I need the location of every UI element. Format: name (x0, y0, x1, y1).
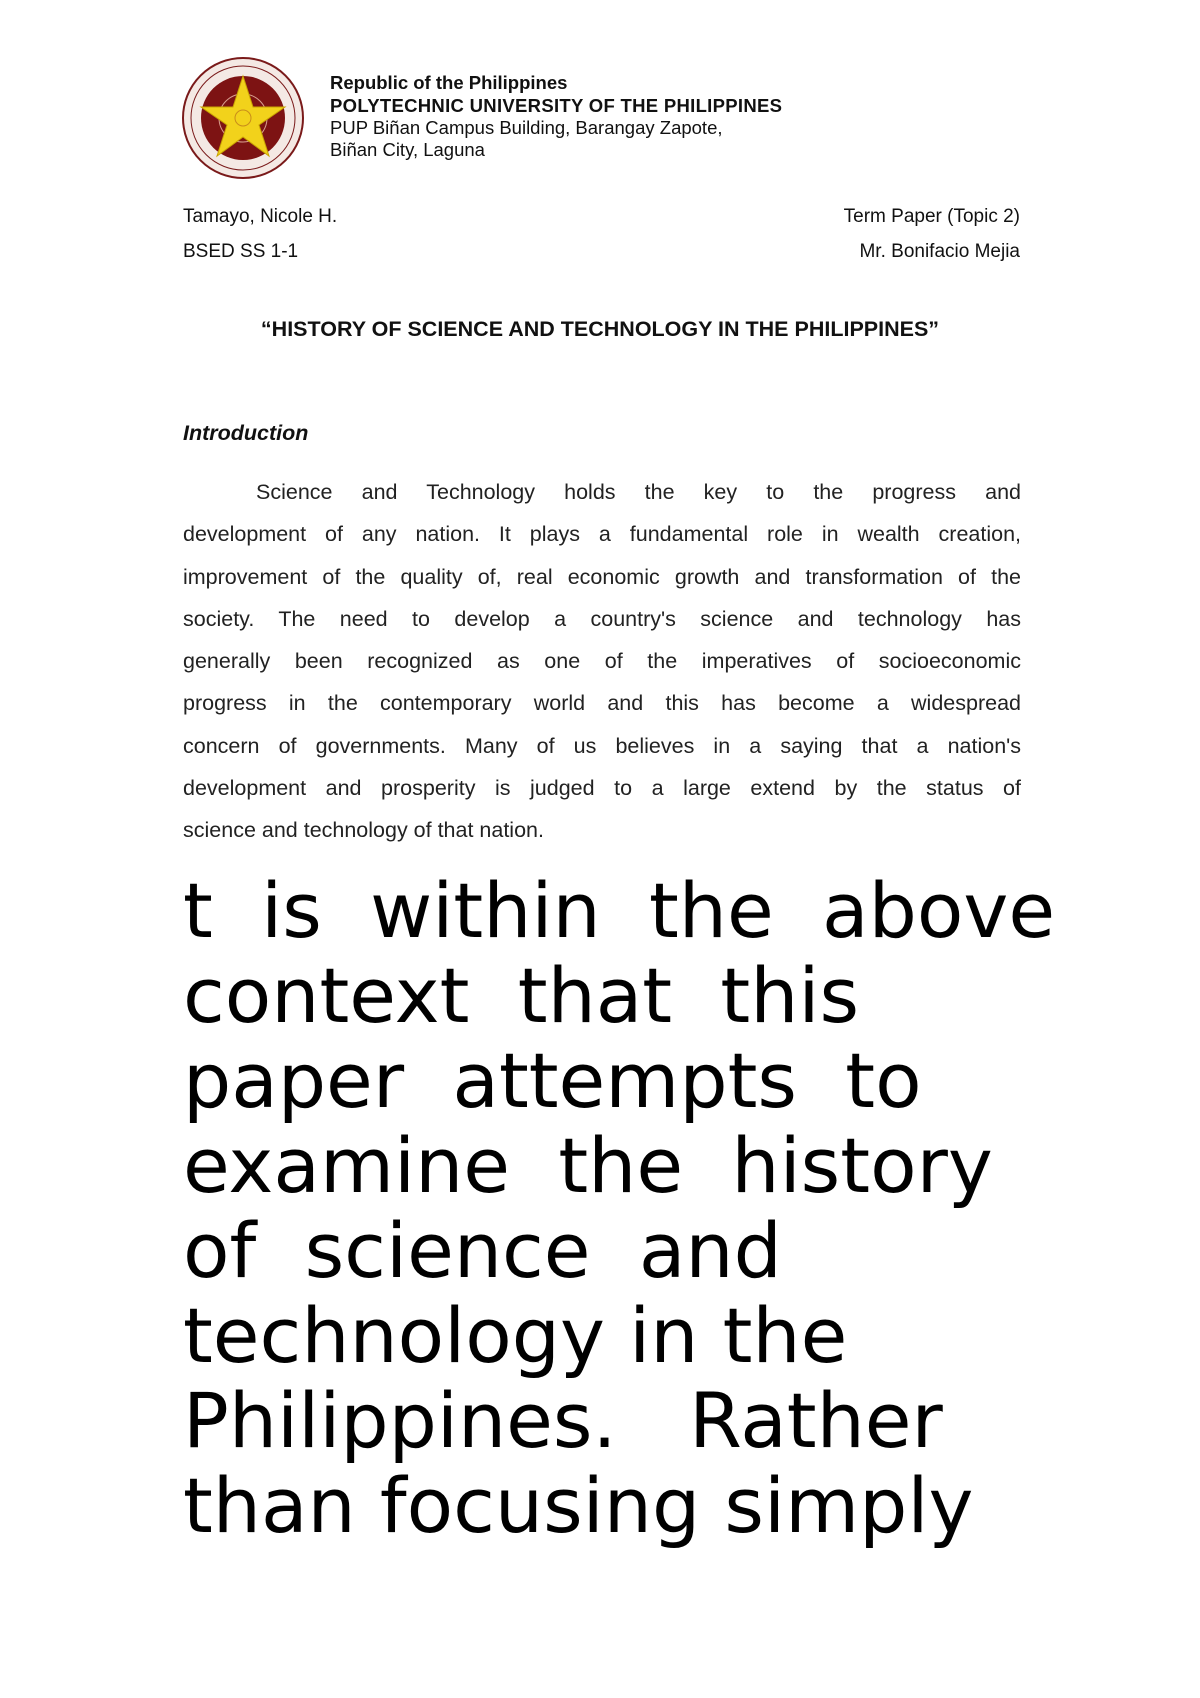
introduction-paragraph (183, 471, 1021, 852)
header-republic: Republic of the Philippines (330, 72, 568, 93)
paragraph-line: improvement of the quality of, real economic growth and transformation of the (183, 564, 1021, 589)
instructor: Mr. Bonifacio Mejia (859, 241, 1020, 262)
university-seal-logo (182, 57, 304, 179)
large-text-line: technology in the (183, 1291, 848, 1380)
large-text-line: context that this (183, 951, 860, 1040)
large-text-line: than focusing simply (183, 1461, 974, 1550)
large-text-line: examine the history (183, 1121, 993, 1210)
section-heading-introduction: Introduction (183, 421, 309, 445)
paragraph-line: development and prosperity is judged to a large extend by the status of (183, 776, 1021, 801)
paragraph-line: concern of governments. Many of us believes in a saying that a nation's (183, 733, 1021, 758)
large-text-paragraph (183, 868, 1055, 1548)
large-text-line: Philippines. Rather (183, 1376, 943, 1465)
header-address-line1: PUP Biñan Campus Building, Barangay Zapote, (330, 117, 723, 138)
paragraph-line: Science and Technology holds the key to the progress and (256, 480, 1021, 504)
large-text-line: t is within the above (183, 866, 1056, 955)
paragraph-line: progress in the contemporary world and this has become a widespread (183, 691, 1021, 716)
section: BSED SS 1-1 (183, 241, 299, 262)
paragraph-line: generally been recognized as one of the imperatives of socioeconomic (183, 649, 1021, 674)
large-text-line: of science and (183, 1206, 782, 1295)
paper-title: “HISTORY OF SCIENCE AND TECHNOLOGY IN THE PHILIPPINES” (260, 317, 940, 341)
student-name: Tamayo, Nicole H. (183, 206, 338, 227)
header-university: POLYTECHNIC UNIVERSITY OF THE PHILIPPINES (330, 95, 783, 116)
header-address-line2: Biñan City, Laguna (330, 139, 485, 160)
paper-type: Term Paper (Topic 2) (843, 206, 1020, 227)
paragraph-line: development of any nation. It plays a fundamental role in wealth creation, (183, 522, 1021, 547)
large-text-line: paper attempts to (183, 1036, 922, 1125)
paragraph-line: society. The need to develop a country's science and technology has (183, 606, 1021, 631)
paragraph-line: science and technology of that nation. (183, 818, 544, 843)
